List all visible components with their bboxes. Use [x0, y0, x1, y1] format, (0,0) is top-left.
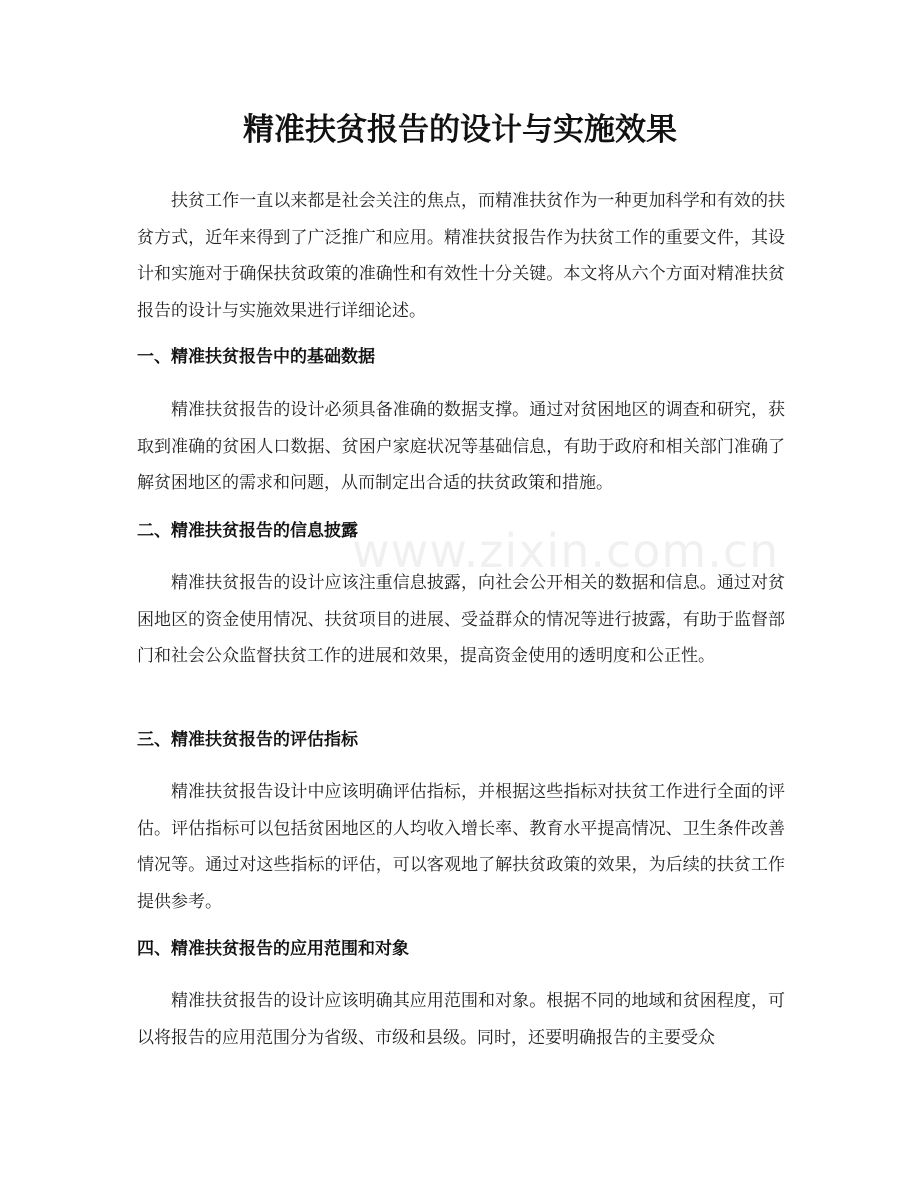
section-4-paragraph: 精准扶贫报告的设计应该明确其应用范围和对象。根据不同的地域和贫困程度，可以将报告的应用范围分为省级、市级和县级。同时，还要明确报告的主要受众 [137, 991, 785, 1048]
watermark: www.zixin.com.cn [352, 524, 780, 578]
intro-paragraph: 扶贫工作一直以来都是社会关注的焦点，而精准扶贫作为一种更加科学和有效的扶贫方式，近年来得到了广泛推广和应用。精准扶贫报告作为扶贫工作的重要文件，其设计和实施对于确保扶贫政策的准确性和有效性十分关键。本文将从六个方面对精准扶贫报告的设计与实施效果进行详细论述。 [137, 191, 785, 321]
section-2-heading: 二、精准扶贫报告的信息披露 [137, 521, 358, 541]
section-4-heading: 四、精准扶贫报告的应用范围和对象 [137, 939, 409, 959]
section-3-paragraph: 精准扶贫报告设计中应该明确评估指标，并根据这些指标对扶贫工作进行全面的评估。评估指标可以包括贫困地区的人均收入增长率、教育水平提高情况、卫生条件改善情况等。通过对这些指标的评估，可以客观地了解扶贫政策的效果，为后续的扶贫工作提供参考。 [137, 782, 785, 912]
section-3-heading: 三、精准扶贫报告的评估指标 [137, 730, 358, 750]
section-2-paragraph: 精准扶贫报告的设计应该注重信息披露，向社会公开相关的数据和信息。通过对贫困地区的资金使用情况、扶贫项目的进展、受益群众的情况等进行披露，有助于监督部门和社会公众监督扶贫工作的进展和效果，提高资金使用的透明度和公正性。 [137, 573, 785, 666]
section-1-paragraph: 精准扶贫报告的设计必须具备准确的数据支撑。通过对贫困地区的调查和研究，获取到准确的贫困人口数据、贫困户家庭状况等基础信息，有助于政府和相关部门准确了解贫困地区的需求和问题，从而制定出合适的扶贫政策和措施。 [137, 400, 785, 493]
section-1-heading: 一、精准扶贫报告中的基础数据 [137, 347, 375, 367]
document-title: 精准扶贫报告的设计与实施效果 [243, 112, 677, 148]
